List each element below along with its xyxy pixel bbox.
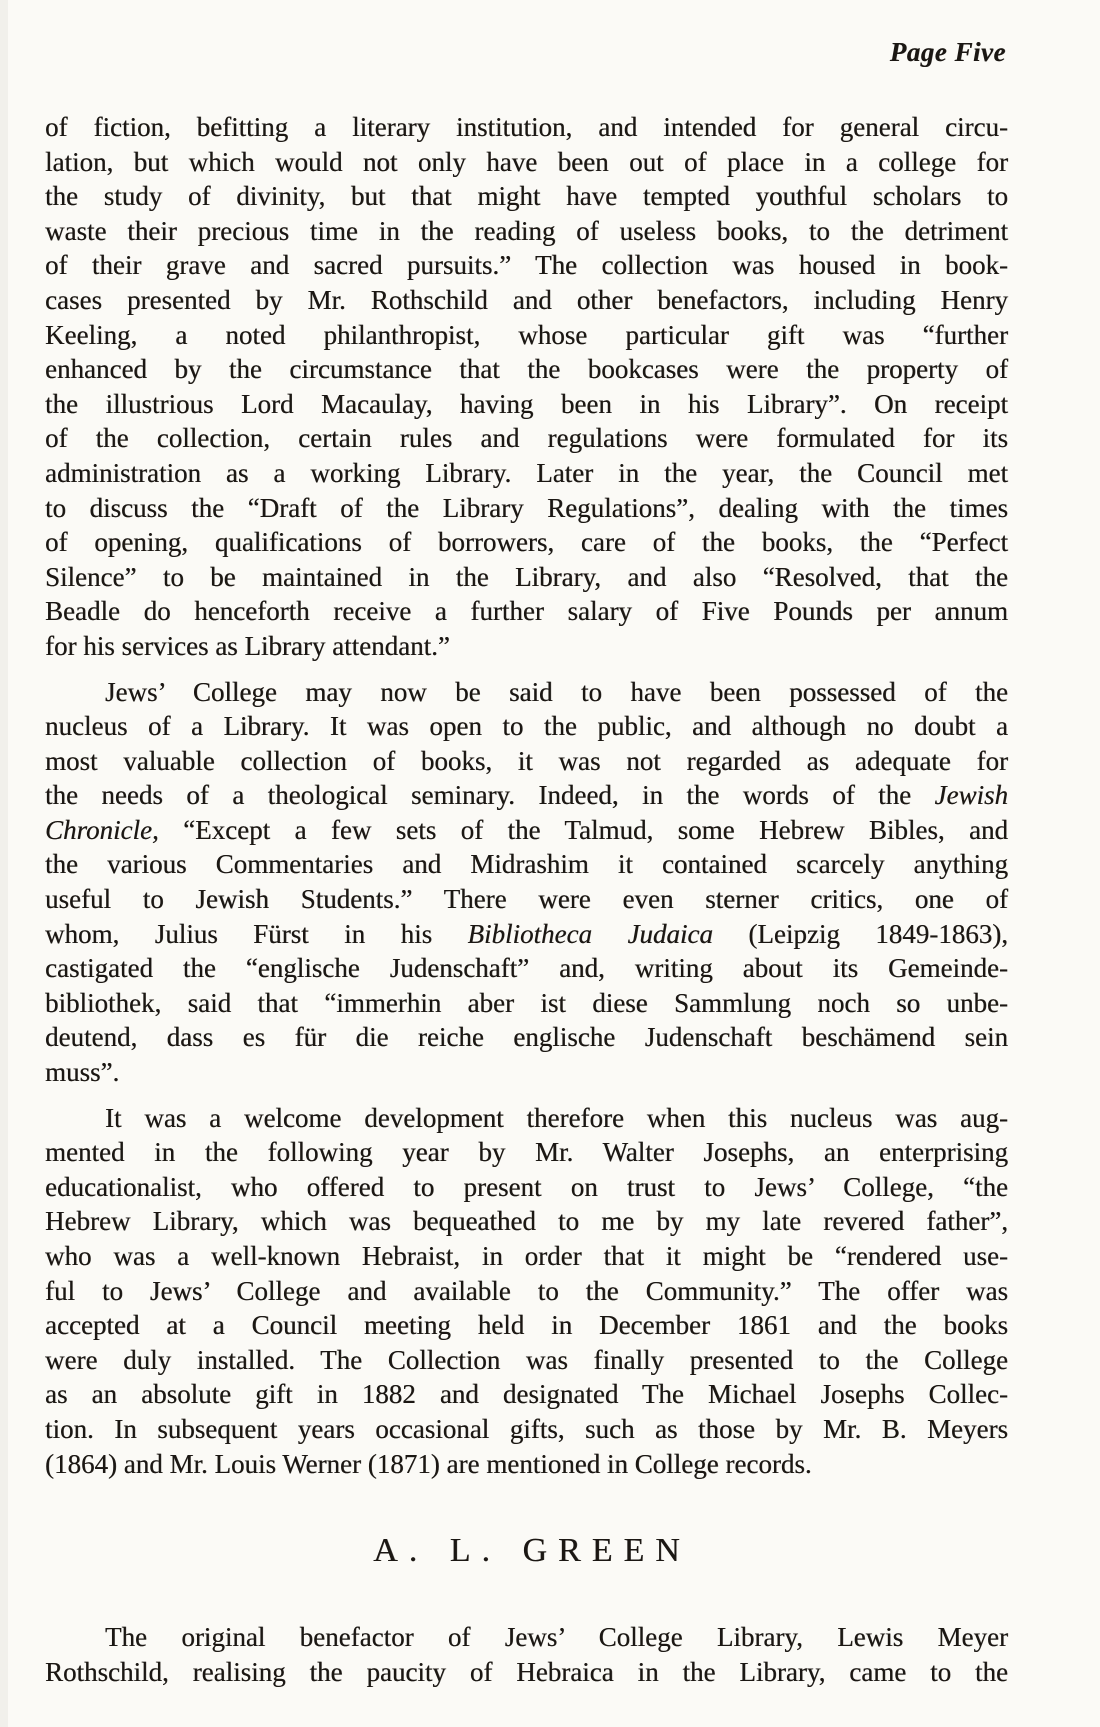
text-line: were duly installed. The Collection was finally presented to the College <box>45 1344 1008 1375</box>
section-heading: A. L. GREEN <box>373 1532 691 1570</box>
text-line: ful to Jews’ College and available to the Community.” The offer was <box>45 1275 1008 1306</box>
paragraph-3 <box>45 1101 1008 1482</box>
text-line: who was a well-known Hebraist, in order that it might be “rendered use- <box>45 1241 1008 1271</box>
text-segment: the needs of a theological seminary. Indeed, in the words of the <box>45 780 935 811</box>
text-line: for his services as Library attendant.” <box>45 630 450 661</box>
text-line: enhanced by the circumstance that the bookcases were the property of <box>45 354 1008 385</box>
text-line: The original benefactor of Jews’ College Library, Lewis Meyer <box>105 1622 1008 1653</box>
italic-text-jewish-chronicle: Chronicle, <box>45 814 159 845</box>
text-line: waste their precious time in the reading of useless books, to the detriment <box>45 215 1008 246</box>
page-number-label: Page Five <box>889 37 1006 67</box>
text-line: the study of divinity, but that might have tempted youthful scholars to <box>45 181 1008 212</box>
text-line: bibliothek, said that “immerhin aber ist diese Sammlung noch so unbe- <box>45 987 1008 1018</box>
text-line: of their grave and sacred pursuits.” The collection was housed in book- <box>45 250 1008 281</box>
scanned-book-page <box>45 0 1008 1689</box>
text-line: as an absolute gift in 1882 and designated The Michael Josephs Collec- <box>45 1379 1008 1410</box>
italic-text-bibliotheca-judaica: Bibliotheca Judaica <box>467 918 713 949</box>
text-line: administration as a working Library. Later in the year, the Council met <box>45 457 1008 488</box>
text-line <box>45 778 1008 813</box>
text-segment: whom, Julius Fürst in his <box>45 918 468 949</box>
text-line: educationalist, who offered to present on trust to Jews’ College, “the <box>45 1171 1008 1202</box>
text-line: It was a welcome development therefore when this nucleus was aug- <box>105 1102 1008 1133</box>
text-line: (1864) and Mr. Louis Werner (1871) are mentioned in College records. <box>45 1448 812 1479</box>
text-line: of opening, qualifications of borrowers, care of the books, the “Perfect <box>45 527 1008 558</box>
text-segment: (Leipzig 1849-1863), <box>712 918 1009 949</box>
text-line: accepted at a Council meeting held in December 1861 and the books <box>45 1310 1008 1341</box>
text-line <box>45 813 1008 848</box>
text-segment: “Except a few sets of the Talmud, some Hebrew Bibles, and <box>158 814 1008 845</box>
text-line: tion. In subsequent years occasional gifts, such as those by Mr. B. Meyers <box>45 1413 1008 1444</box>
text-line: nucleus of a Library. It was open to the public, and although no doubt a <box>45 711 1008 742</box>
italic-text-jewish-chronicle: Jewish <box>934 780 1008 811</box>
text-line: lation, but which would not only have been out of place in a college for <box>45 146 1008 177</box>
text-line: of fiction, befitting a literary institution, and intended for general circu- <box>45 112 1008 142</box>
text-line: of the collection, certain rules and regulations were formulated for its <box>45 423 1008 454</box>
text-line: most valuable collection of books, it was not regarded as adequate for <box>45 745 1008 776</box>
text-line: Silence” to be maintained in the Library, and also “Resolved, that the <box>45 561 1008 592</box>
text-line: Hebrew Library, which was bequeathed to me by my late revered father”, <box>45 1206 1008 1237</box>
text-line: Keeling, a noted philanthropist, whose particular gift was “further <box>45 319 1008 350</box>
text-line: cases presented by Mr. Rothschild and other benefactors, including Henry <box>45 284 1008 315</box>
text-line: Rothschild, realising the paucity of Hebraica in the Library, came to the <box>45 1656 1008 1687</box>
paragraph-2 <box>45 675 1008 1090</box>
paragraph-1 <box>45 110 1008 664</box>
text-line: the illustrious Lord Macaulay, having been in his Library”. On receipt <box>45 388 1008 419</box>
text-line <box>45 917 1008 952</box>
text-line: Jews’ College may now be said to have been possessed of the <box>105 676 1008 707</box>
text-line: castigated the “englische Judenschaft” and, writing about its Gemeinde- <box>45 953 1008 984</box>
text-line: mented in the following year by Mr. Walter Josephs, an enterprising <box>45 1137 1008 1168</box>
text-line: useful to Jewish Students.” There were even sterner critics, one of <box>45 884 1008 915</box>
text-line: muss”. <box>45 1057 120 1088</box>
text-line: to discuss the “Draft of the Library Regulations”, dealing with the times <box>45 492 1008 523</box>
text-line: Beadle do henceforth receive a further salary of Five Pounds per annum <box>45 596 1008 627</box>
paragraph-4 <box>45 1620 1008 1689</box>
text-line: deutend, dass es für die reiche englische Judenschaft beschämend sein <box>45 1022 1008 1053</box>
text-line: the various Commentaries and Midrashim it contained scarcely anything <box>45 849 1008 880</box>
